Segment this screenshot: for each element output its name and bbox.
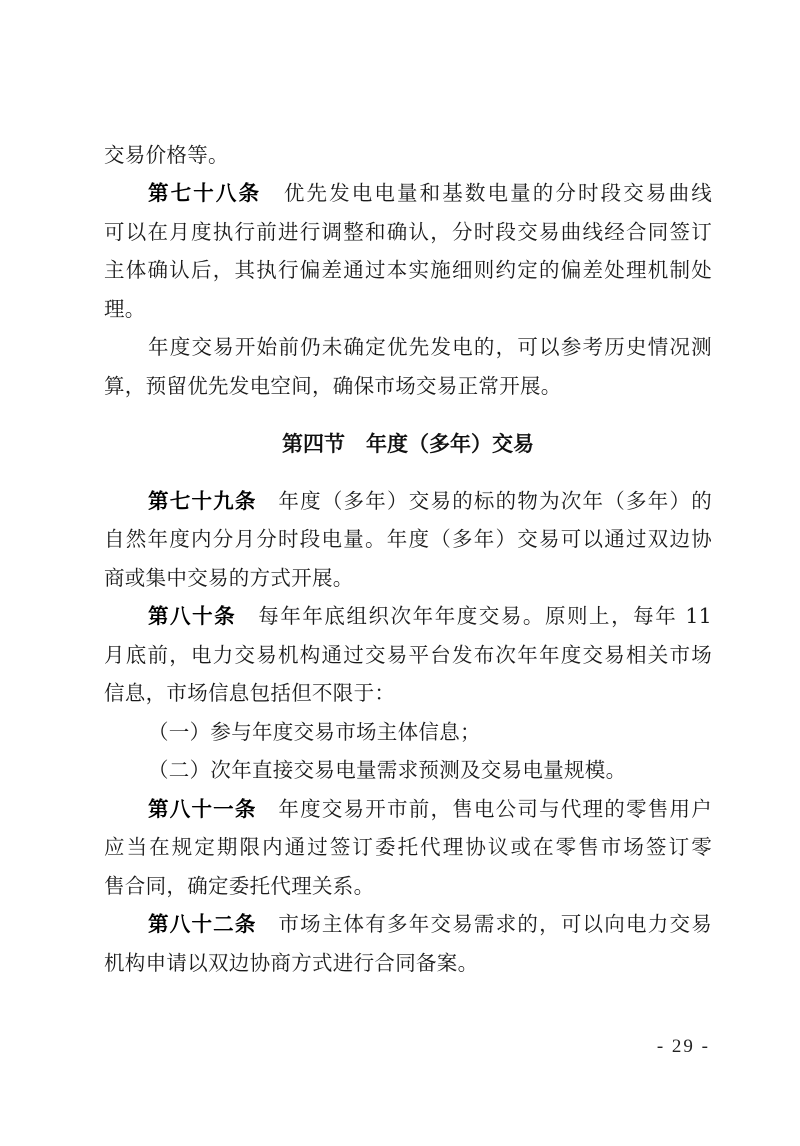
list-item-1 [148, 713, 481, 751]
page-number: - 29 - [656, 1036, 710, 1057]
article-80-line-1 [148, 597, 712, 635]
article-79-line-1 [148, 482, 712, 520]
line-text: 交易价格等。 [104, 143, 229, 167]
article-81-line-1 [148, 790, 712, 828]
article-78-line-1 [148, 174, 712, 212]
paragraph-line [104, 367, 562, 405]
line-text: （二）次年直接交易电量需求预测及交易电量规模。 [148, 758, 627, 782]
line-text: 年度交易开始前仍未确定优先发电的，可以参考历史情况测 [148, 335, 712, 359]
paragraph-line [104, 290, 146, 328]
line-text: 理。 [104, 297, 146, 321]
section-heading: 第四节 年度（多年）交易 [282, 432, 534, 456]
paragraph-line [104, 944, 478, 982]
paragraph-line [104, 867, 374, 905]
line-text: 每年年底组织次年年度交易。原则上，每年 11 [258, 604, 713, 628]
article-label: 第七十九条 [148, 489, 257, 513]
line-text: 月底前，电力交易机构通过交易平台发布次年年度交易相关市场 [104, 643, 712, 667]
line-text: 机构申请以双边协商方式进行合同备案。 [104, 951, 479, 975]
paragraph-line [104, 520, 712, 558]
line-text: 应当在规定期限内通过签订委托代理协议或在零售市场签订零 [104, 835, 712, 859]
paragraph-line [104, 674, 395, 712]
line-text: 优先发电电量和基数电量的分时段交易曲线 [283, 181, 712, 205]
line-text: 自然年度内分月分时段电量。年度（多年）交易可以通过双边协 [104, 527, 712, 551]
line-text: 可以在月度执行前进行调整和确认，分时段交易曲线经合同签订 [104, 220, 712, 244]
paragraph-line [148, 328, 712, 366]
line-text: 售合同，确定委托代理关系。 [104, 874, 375, 898]
article-82-line-1 [148, 905, 712, 943]
line-text: 年度交易开市前，售电公司与代理的零售用户 [278, 797, 712, 821]
list-item-2 [148, 751, 626, 789]
line-text: 主体确认后，其执行偏差通过本实施细则约定的偏差处理机制处 [104, 258, 712, 282]
line-text: 信息，市场信息包括但不限于： [104, 681, 396, 705]
line-text: 商或集中交易的方式开展。 [104, 566, 354, 590]
article-label: 第八十二条 [148, 912, 257, 936]
line-text: 市场主体有多年交易需求的，可以向电力交易 [278, 912, 712, 936]
paragraph-line [104, 828, 712, 866]
paragraph-line [104, 213, 712, 251]
article-label: 第八十一条 [148, 797, 257, 821]
line-text: 算，预留优先发电空间，确保市场交易正常开展。 [104, 374, 562, 398]
paragraph-line [104, 636, 712, 674]
article-label: 第八十条 [148, 604, 237, 628]
paragraph-line [104, 251, 712, 289]
paragraph-line [104, 559, 354, 597]
line-text: （一）参与年度交易市场主体信息； [148, 720, 481, 744]
article-label: 第七十八条 [148, 181, 262, 205]
paragraph-line [104, 136, 229, 174]
line-text: 年度（多年）交易的标的物为次年（多年）的 [278, 489, 712, 513]
